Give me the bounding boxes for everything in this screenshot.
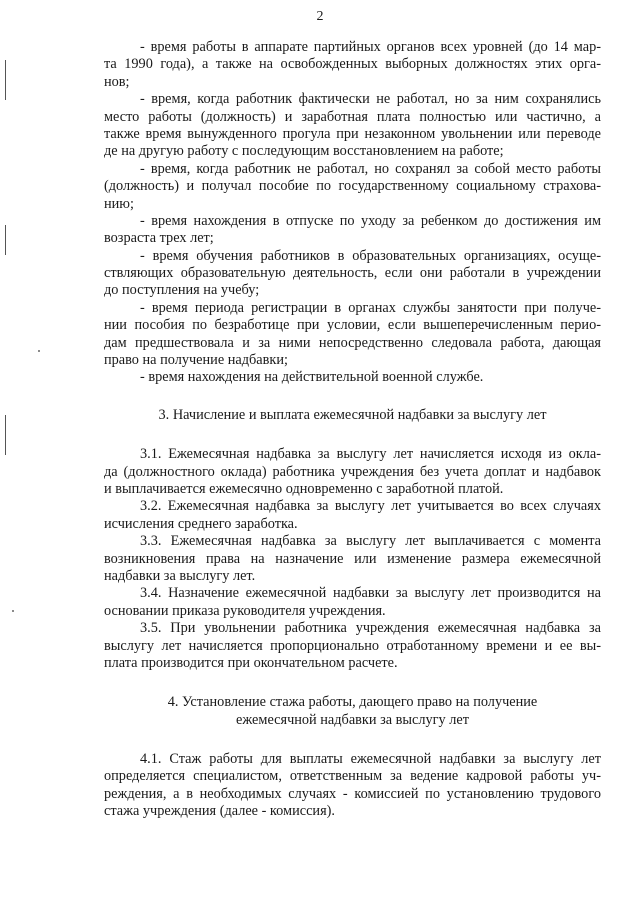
scan-speck bbox=[12, 610, 14, 612]
scan-edge-mark bbox=[5, 60, 6, 100]
list-item-line: также время вынужденного прогула при незаконном увольнении или переводе bbox=[104, 125, 601, 142]
section-3-paragraph bbox=[104, 533, 601, 585]
list-item-line: нов; bbox=[104, 73, 130, 90]
list-item-line: возраста трех лет; bbox=[104, 230, 214, 247]
section-3-paragraph bbox=[104, 585, 601, 620]
scan-speck bbox=[38, 350, 40, 352]
section-3-line: 3.2. Ежемесячная надбавка за выслугу лет учитывается во всех случаях bbox=[140, 498, 601, 515]
section-4-title-line: ежемесячной надбавки за выслугу лет bbox=[236, 711, 469, 728]
service-periods-list bbox=[104, 39, 601, 387]
section-3-line: 3.1. Ежемесячная надбавка за выслугу лет начисляется исходя из окла- bbox=[140, 446, 601, 463]
list-item-line: место работы (должность) и заработная плата полностью или частично, а bbox=[104, 108, 601, 125]
section-3-line: исчисления среднего заработка. bbox=[104, 515, 298, 532]
section-3-line: возникновения права на назначение или изменение размера ежемесячной bbox=[104, 550, 601, 567]
list-item-line: - время, когда работник не работал, но сохранял за собой место работы bbox=[140, 160, 601, 177]
section-3-paragraph bbox=[104, 498, 601, 533]
section-3-line: 3.3. Ежемесячная надбавка за выслугу лет выплачивается с момента bbox=[140, 533, 601, 550]
list-item-line: дам предшествовала и за ними непосредственно следовала работа, дающая bbox=[104, 334, 601, 351]
section-3-line: да (должностного оклада) работника учреждения без учета доплат и надбавок bbox=[104, 463, 601, 480]
list-item-line: - время нахождения в отпуске по уходу за ребенком до достижения им bbox=[140, 212, 601, 229]
list-item-line: право на получение надбавки; bbox=[104, 352, 288, 369]
list-item-line: - время работы в аппарате партийных органов всех уровней (до 14 мар- bbox=[140, 39, 601, 55]
list-item-paragraph bbox=[104, 369, 601, 386]
list-item-line: ствляющих образовательную деятельность, если они работали в учреждении bbox=[104, 265, 601, 282]
scan-edge-mark bbox=[5, 225, 6, 255]
section-3-body bbox=[104, 446, 601, 672]
section-3-line: надбавки за выслугу лет. bbox=[104, 567, 256, 584]
section-4-paragraph bbox=[104, 751, 601, 821]
scan-edge-mark bbox=[5, 415, 6, 455]
section-3-paragraph bbox=[104, 620, 601, 672]
section-3-line: 3.5. При увольнении работника учреждения ежемесячная надбавка за bbox=[140, 620, 601, 637]
list-item-paragraph bbox=[104, 248, 601, 300]
list-item-paragraph bbox=[104, 213, 601, 248]
list-item-line: нии пособия по безработице при условии, если вышеперечисленным перио- bbox=[104, 317, 601, 334]
section-4-title-line: 4. Установление стажа работы, дающего право на получение bbox=[167, 694, 538, 711]
section-4-title bbox=[104, 694, 601, 729]
section-3-paragraph bbox=[104, 446, 601, 498]
section-4-line: определяется специалистом, ответственным за ведение кадровой работы уч- bbox=[104, 768, 601, 785]
list-item-line: де на другую работу с последующим восстановлением на работе; bbox=[104, 143, 504, 160]
list-item-line: - время нахождения на действительной военной службе. bbox=[140, 369, 484, 386]
list-item-line: - время периода регистрации в органах службы занятости при получе- bbox=[140, 299, 601, 316]
section-3-line: основании приказа руководителя учреждения. bbox=[104, 602, 386, 619]
section-3-line: выслугу лет начисляется пропорционально отработанному времени и ее вы- bbox=[104, 637, 601, 654]
section-3-line: 3.4. Назначение ежемесячной надбавки за выслугу лет производится на bbox=[140, 585, 601, 602]
list-item-paragraph bbox=[104, 161, 601, 213]
list-item-line: - время обучения работников в образовательных организациях, осуще- bbox=[140, 247, 601, 264]
list-item-paragraph bbox=[104, 300, 601, 370]
list-item-line: нию; bbox=[104, 195, 134, 212]
list-item-paragraph bbox=[104, 91, 601, 161]
page-number: 2 bbox=[316, 9, 324, 24]
section-4-body bbox=[104, 751, 601, 821]
section-4-line: 4.1. Стаж работы для выплаты ежемесячной надбавки за выслугу лет bbox=[140, 751, 601, 768]
list-item-line: - время, когда работник фактически не работал, но за ним сохранялись bbox=[140, 91, 601, 108]
section-4-line: стажа учреждения (далее - комиссия). bbox=[104, 803, 335, 820]
document-body bbox=[104, 39, 601, 821]
section-3-line: и выплачивается ежемесячно одновременно с заработной платой. bbox=[104, 481, 504, 497]
list-item-line: та 1990 года), а также на освобожденных выборных должностях этих орга- bbox=[104, 56, 601, 73]
section-3-title: 3. Начисление и выплата ежемесячной надбавки за выслугу лет bbox=[158, 406, 547, 423]
list-item-paragraph bbox=[104, 39, 601, 91]
section-4-line: реждения, а в необходимых случаях - комиссией по установлению трудового bbox=[104, 785, 601, 802]
list-item-line: до поступления на учебу; bbox=[104, 282, 260, 299]
section-3-line: плата производится при окончательном расчете. bbox=[104, 654, 398, 671]
list-item-line: (должность) и получал пособие по государственному социальному страхова- bbox=[104, 178, 601, 195]
